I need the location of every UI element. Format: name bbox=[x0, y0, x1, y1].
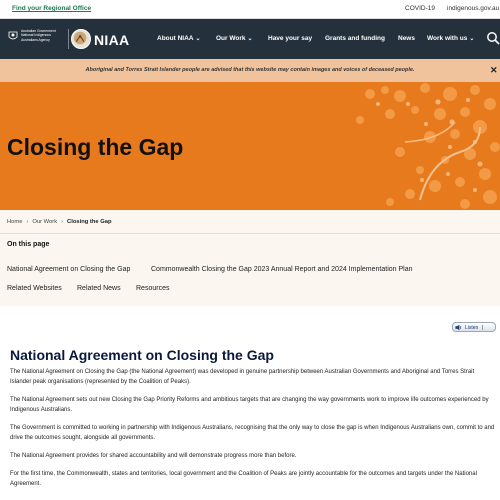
nav-label: Grants and funding bbox=[325, 35, 385, 42]
main-header bbox=[0, 19, 500, 59]
nav-label: News bbox=[398, 35, 415, 42]
paragraph: The National Agreement on Closing the Gap (the National Agreement) was developed in genuine partnership between Australian Governments and Aboriginal and Torres Strait Islander peak organisations (represented by the Coalition of Peaks). bbox=[10, 369, 475, 385]
coat-of-arms-icon bbox=[7, 30, 19, 42]
page-title: Closing the Gap bbox=[7, 134, 184, 160]
australian-government-crest[interactable] bbox=[7, 28, 65, 50]
hero-banner bbox=[0, 82, 500, 210]
crest-line: Australian Government bbox=[21, 29, 56, 33]
nav-label: Work with us bbox=[427, 35, 468, 42]
paragraph: The National Agreement sets out new Closing the Gap Priority Reforms and ambitious targets that are changing the way governments work to improve life outcomes experienced by Indigenous Australians. bbox=[10, 397, 489, 413]
divider bbox=[0, 233, 500, 234]
nav-work-with-us[interactable] bbox=[427, 35, 474, 42]
breadcrumb-current: Closing the Gap bbox=[67, 219, 112, 225]
breadcrumb bbox=[7, 219, 112, 225]
chevron-down-icon: ⌄ bbox=[469, 36, 475, 42]
nav-grants-and-funding[interactable] bbox=[325, 35, 385, 42]
nav-about-niaa[interactable] bbox=[157, 35, 201, 42]
listen-label: Listen bbox=[465, 325, 483, 331]
close-icon[interactable]: ✕ bbox=[490, 65, 498, 75]
speaker-icon bbox=[455, 324, 462, 331]
chevron-down-icon: ⌄ bbox=[195, 36, 201, 42]
niaa-emblem[interactable] bbox=[71, 29, 91, 49]
chevron-right-icon: › bbox=[26, 219, 29, 225]
on-this-page-link[interactable]: Related News bbox=[77, 285, 121, 292]
paragraph: The National Agreement provides for shared accountability and will demonstrate progress more than before. bbox=[10, 453, 297, 459]
chevron-down-icon: ⌄ bbox=[247, 36, 253, 42]
dot-painting-artwork bbox=[330, 82, 500, 210]
on-this-page-link[interactable]: Related Websites bbox=[7, 285, 62, 292]
niaa-logo-text[interactable]: NIAA bbox=[94, 32, 130, 48]
logo-divider bbox=[68, 29, 69, 49]
crest-line: National Indigenous bbox=[21, 33, 51, 38]
section-heading: National Agreement on Closing the Gap bbox=[10, 347, 274, 363]
nav-label: Have your say bbox=[268, 35, 313, 42]
paragraph: For the first time, the Commonwealth, states and territories, local government and the Coalition of Peaks are jointly accountable for the outcomes and targets under the National Agreement. bbox=[10, 471, 477, 487]
listen-button[interactable] bbox=[452, 322, 496, 332]
covid-link[interactable]: COVID-19 bbox=[405, 5, 435, 12]
nav-label: About NIAA bbox=[157, 35, 194, 42]
on-this-page-link[interactable]: Resources bbox=[136, 285, 170, 292]
cultural-notice-text: Aboriginal and Torres Strait Islander people are advised that this website may contain images and voices of deceased people. bbox=[85, 67, 415, 73]
on-this-page-heading: On this page bbox=[7, 241, 50, 248]
on-this-page-link[interactable]: National Agreement on Closing the Gap bbox=[7, 266, 131, 273]
nav-our-work[interactable] bbox=[216, 35, 253, 42]
indigenous-gov-link[interactable]: indigenous.gov.au bbox=[447, 5, 500, 12]
crest-text bbox=[21, 29, 56, 42]
crest-line: Australians Agency bbox=[21, 37, 50, 42]
paragraph: The Government is committed to working in partnership with Indigenous Australians, recognising that the only way to close the gap is when Indigenous Australians own, commit to and drive the outcomes sought, alongside all governments. bbox=[10, 425, 495, 441]
nav-have-your-say[interactable] bbox=[268, 35, 312, 42]
nav-label: Our Work bbox=[216, 35, 246, 42]
regional-office-link[interactable]: Find your Regional Office bbox=[12, 5, 92, 12]
utility-bar bbox=[0, 0, 500, 19]
cultural-notice-banner bbox=[0, 59, 500, 82]
breadcrumb-our-work[interactable]: Our Work bbox=[32, 219, 58, 225]
breadcrumb-home[interactable]: Home bbox=[7, 219, 23, 225]
chevron-right-icon: › bbox=[61, 219, 64, 225]
niaa-emblem-icon bbox=[72, 30, 90, 48]
nav-news[interactable] bbox=[398, 35, 415, 42]
on-this-page-link[interactable]: Commonwealth Closing the Gap 2023 Annual Report and 2024 Implementation Plan bbox=[151, 266, 413, 273]
search-icon[interactable] bbox=[486, 31, 500, 45]
